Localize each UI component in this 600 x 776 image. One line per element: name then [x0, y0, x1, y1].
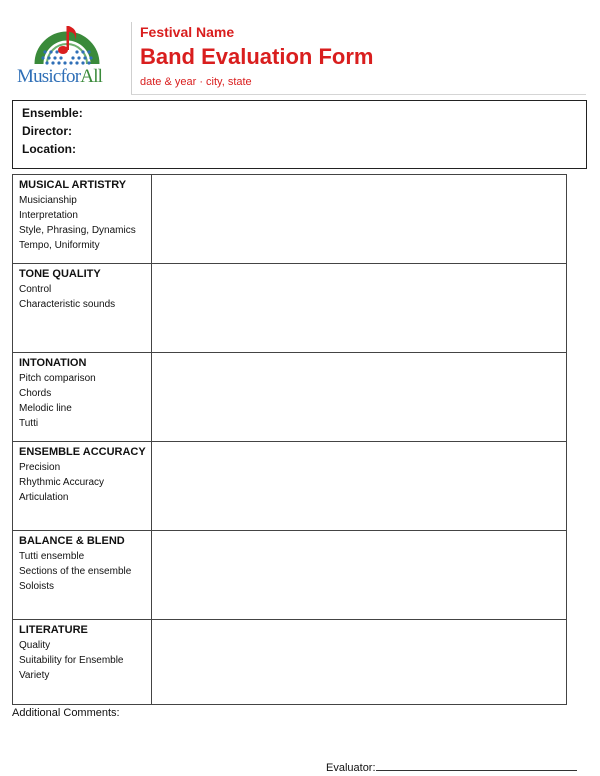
category-row-balance-blend [13, 531, 567, 620]
criterion-item: Rhythmic Accuracy [19, 477, 105, 488]
comment-area[interactable] [151, 442, 566, 531]
logo-word-for: for [60, 66, 81, 87]
criterion-item: Characteristic sounds [19, 299, 116, 310]
evaluator-label: Evaluator: [326, 762, 376, 774]
category-heading: ENSEMBLE ACCURACY [19, 446, 146, 458]
criterion-item: Articulation [19, 492, 69, 503]
category-cell [13, 442, 152, 531]
category-cell [13, 353, 152, 442]
director-label: Director: [22, 124, 73, 138]
logo-emblem-icon [17, 22, 118, 68]
header-horizontal-divider [131, 94, 586, 95]
evaluator-signature-line[interactable] [376, 761, 577, 771]
logo-word-all: All [80, 66, 103, 87]
comment-area[interactable] [151, 353, 566, 442]
comment-area[interactable] [151, 264, 566, 353]
form-header [0, 0, 600, 98]
location-label: Location: [22, 142, 76, 156]
festival-name: Festival Name [140, 24, 235, 40]
criterion-item: Soloists [19, 581, 55, 592]
category-heading: LITERATURE [19, 624, 88, 636]
criterion-item: Musicianship [19, 195, 77, 206]
criterion-item: Precision [19, 462, 61, 473]
category-cell [13, 175, 152, 264]
criterion-item: Tempo, Uniformity [19, 240, 100, 251]
criterion-item: Chords [19, 388, 52, 399]
criterion-item: Tutti [19, 418, 39, 429]
category-heading: MUSICAL ARTISTRY [19, 179, 127, 191]
category-heading: TONE QUALITY [19, 268, 101, 280]
category-heading: INTONATION [19, 357, 87, 369]
criterion-item: Style, Phrasing, Dynamics [19, 225, 136, 236]
evaluator-signature [326, 761, 577, 774]
category-heading: BALANCE & BLEND [19, 535, 125, 547]
header-vertical-divider [131, 22, 132, 94]
comment-area[interactable] [151, 175, 566, 264]
category-row-ensemble-accuracy [13, 442, 567, 531]
criterion-item: Suitability for Ensemble [19, 655, 124, 666]
category-cell [13, 620, 152, 705]
category-row-musical-artistry [13, 175, 567, 264]
category-row-intonation [13, 353, 567, 442]
category-cell [13, 264, 152, 353]
criterion-item: Control [19, 284, 52, 295]
criterion-item: Melodic line [19, 403, 72, 414]
criterion-item: Quality [19, 640, 51, 651]
page-title: Band Evaluation Form [140, 44, 374, 69]
logo-wordmark [17, 66, 118, 88]
music-for-all-logo [17, 22, 118, 92]
date-location-subtitle: date & year · city, state [140, 76, 252, 88]
criterion-item: Variety [19, 670, 50, 681]
criterion-item: Pitch comparison [19, 373, 96, 384]
ensemble-info-box [12, 100, 587, 169]
category-cell [13, 531, 152, 620]
criterion-item: Tutti ensemble [19, 551, 85, 562]
ensemble-label: Ensemble: [22, 106, 83, 120]
criterion-item: Sections of the ensemble [19, 566, 132, 577]
criterion-item: Interpretation [19, 210, 78, 221]
additional-comments-label: Additional Comments: [12, 707, 120, 719]
logo-word-music: Music [17, 66, 61, 87]
category-row-literature [13, 620, 567, 705]
comment-area[interactable] [151, 531, 566, 620]
category-row-tone-quality [13, 264, 567, 353]
evaluation-table [12, 174, 567, 705]
comment-area[interactable] [151, 620, 566, 705]
